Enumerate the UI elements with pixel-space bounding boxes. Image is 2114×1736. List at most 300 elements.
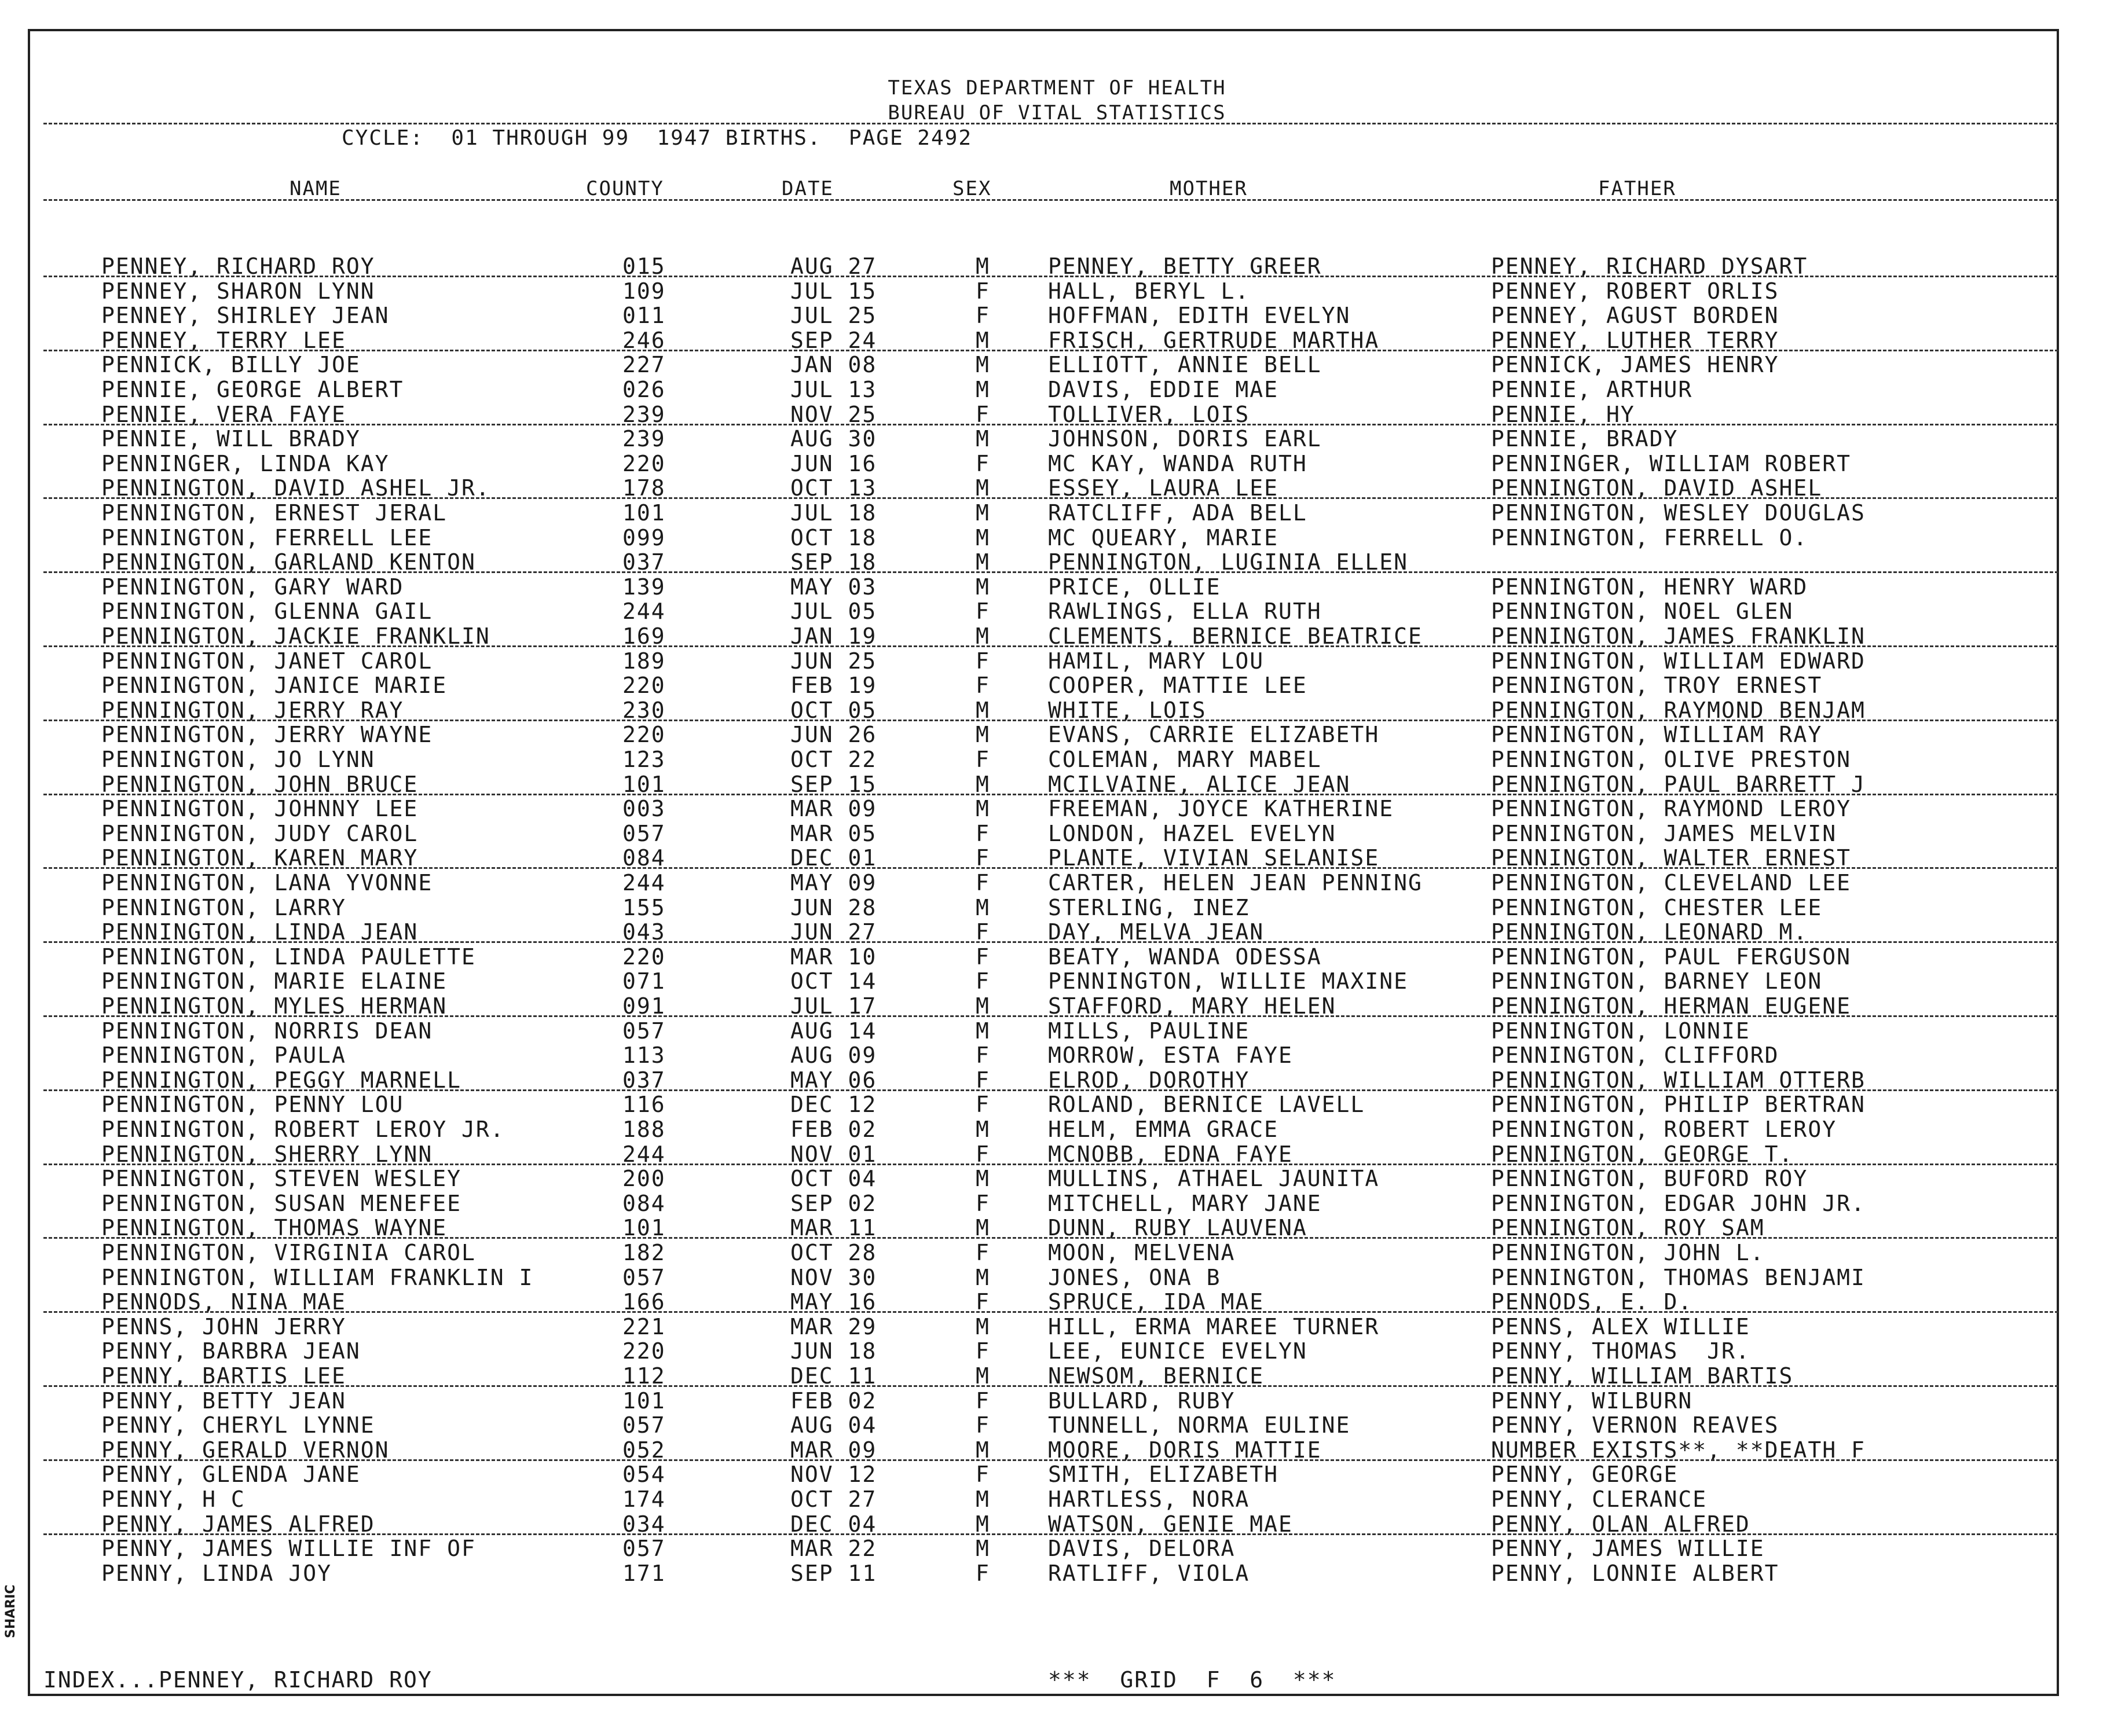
cell-sex: F [976,747,990,772]
cell-name: PENNINGTON, DAVID ASHEL JR. [101,475,490,501]
cell-name: PENNINGTON, JO LYNN [101,747,375,772]
cell-sex: F [976,648,990,674]
cell-mother: MOORE, DORIS MATTIE [1048,1437,1322,1463]
table-row [0,1018,2114,1043]
cell-county: 109 [622,278,666,304]
table-row [0,352,2114,376]
cell-county: 101 [622,1388,666,1414]
table-row [0,1043,2114,1067]
cell-date: DEC 12 [790,1092,877,1117]
cell-county: 244 [622,599,666,624]
cell-sex: F [976,968,990,994]
cell-date: JUN 18 [790,1338,877,1364]
table-row [0,1363,2114,1388]
cell-mother: SMITH, ELIZABETH [1048,1462,1279,1487]
cell-father: PENNINGTON, LEONARD M. [1491,919,1808,945]
cell-name: PENNINGTON, ERNEST JERAL [101,500,448,526]
cell-mother: BULLARD, RUBY [1048,1388,1236,1414]
cell-name: PENNY, H C [101,1487,246,1512]
bureau-title: BUREAU OF VITAL STATISTICS [888,101,1226,124]
cell-name: PENNINGTON, JANICE MARIE [101,673,448,698]
cell-sex: M [976,1018,990,1044]
cell-mother: STERLING, INEZ [1048,895,1250,920]
cell-father: PENNINGTON, NOEL GLEN [1491,599,1794,624]
cell-county: 011 [622,303,666,328]
cell-mother: DAVIS, DELORA [1048,1536,1236,1561]
row-group-rule [43,1385,2058,1387]
cell-date: SEP 24 [790,328,877,353]
table-row [0,475,2114,500]
row-group-rule [43,1311,2058,1313]
cell-father: PENNINGTON, PHILIP BERTRAN [1491,1092,1866,1117]
cell-county: 057 [622,1412,666,1438]
cell-county: 084 [622,1191,666,1216]
cell-date: JAN 08 [790,352,877,377]
row-group-rule [43,1237,2058,1239]
cell-county: 200 [622,1166,666,1191]
table-row [0,870,2114,894]
table-row [0,1092,2114,1116]
cell-father: PENNODS, E. D. [1491,1289,1693,1315]
cell-county: 101 [622,1215,666,1240]
cell-father: PENNINGTON, FERRELL O. [1491,525,1808,550]
table-row [0,1437,2114,1462]
cell-date: SEP 18 [790,549,877,575]
cell-father: PENNEY, LUTHER TERRY [1491,328,1779,353]
cell-father: PENNINGTON, BUFORD ROY [1491,1166,1808,1191]
cell-date: AUG 14 [790,1018,877,1044]
cell-mother: CARTER, HELEN JEAN PENNING [1048,870,1423,895]
cell-father: PENNINGTON, LONNIE [1491,1018,1750,1044]
cell-date: DEC 01 [790,845,877,871]
table-row [0,525,2114,549]
cell-county: 099 [622,525,666,550]
table-row [0,845,2114,869]
cell-county: 244 [622,1142,666,1167]
cell-county: 220 [622,722,666,747]
cell-county: 054 [622,1462,666,1487]
column-header-rule [43,199,2058,201]
cell-date: JUN 28 [790,895,877,920]
cell-county: 071 [622,968,666,994]
cell-mother: EVANS, CARRIE ELIZABETH [1048,722,1380,747]
cell-father: PENNINGTON, WILLIAM EDWARD [1491,648,1866,674]
cell-date: AUG 09 [790,1043,877,1068]
cell-sex: M [976,623,990,649]
cell-mother: STAFFORD, MARY HELEN [1048,993,1336,1019]
table-row [0,673,2114,697]
cell-mother: MC KAY, WANDA RUTH [1048,451,1307,476]
cell-name: PENNINGTON, JERRY WAYNE [101,722,433,747]
cell-date: JUN 25 [790,648,877,674]
cell-county: 052 [622,1437,666,1463]
cell-father: PENNINGTON, RAYMOND BENJAM [1491,698,1866,723]
row-group-rule [43,276,2058,277]
cell-mother: MCILVAINE, ALICE JEAN [1048,772,1351,797]
cell-sex: F [976,303,990,328]
cell-name: PENNEY, SHARON LYNN [101,278,375,304]
cell-mother: TUNNELL, NORMA EULINE [1048,1412,1351,1438]
table-row [0,895,2114,919]
table-row [0,1265,2114,1289]
cell-date: NOV 30 [790,1265,877,1290]
cell-name: PENNY, BETTY JEAN [101,1388,346,1414]
table-row [0,1388,2114,1412]
row-group-rule [43,497,2058,499]
cell-mother: BEATY, WANDA ODESSA [1048,944,1322,970]
table-row [0,1536,2114,1560]
table-row [0,623,2114,648]
cell-mother: LONDON, HAZEL EVELYN [1048,821,1336,846]
cell-name: PENNINGTON, THOMAS WAYNE [101,1215,448,1240]
cell-father: PENNS, ALEX WILLIE [1491,1314,1750,1339]
cell-name: PENNINGTON, VIRGINIA CAROL [101,1240,476,1265]
cell-county: 155 [622,895,666,920]
cell-name: PENNEY, SHIRLEY JEAN [101,303,390,328]
table-row [0,328,2114,352]
cell-mother: ELROD, DOROTHY [1048,1067,1250,1093]
cell-father: PENNINGTON, WILLIAM RAY [1491,722,1823,747]
cell-date: JAN 19 [790,623,877,649]
cell-date: JUL 25 [790,303,877,328]
cell-sex: M [976,796,990,821]
column-header-name: NAME [290,177,342,200]
cell-date: FEB 02 [790,1388,877,1414]
cell-date: SEP 15 [790,772,877,797]
cell-mother: HARTLESS, NORA [1048,1487,1250,1512]
cell-mother: MILLS, PAULINE [1048,1018,1250,1044]
table-row [0,1215,2114,1239]
column-header-sex: SEX [952,177,992,200]
cell-date: AUG 27 [790,254,877,279]
cell-county: 037 [622,1067,666,1093]
cell-father: PENNINGTON, THOMAS BENJAMI [1491,1265,1866,1290]
cell-county: 188 [622,1117,666,1142]
cell-name: PENNINGER, LINDA KAY [101,451,390,476]
cell-county: 239 [622,402,666,427]
cell-sex: M [976,574,990,600]
cell-sex: M [976,698,990,723]
cell-county: 091 [622,993,666,1019]
cell-name: PENNINGTON, GARLAND KENTON [101,549,476,575]
cell-name: PENNEY, RICHARD ROY [101,254,375,279]
row-group-rule [43,941,2058,943]
cell-name: PENNINGTON, SHERRY LYNN [101,1142,433,1167]
cell-county: 116 [622,1092,666,1117]
side-label: SHARIC [3,1584,18,1638]
row-group-rule [43,1015,2058,1017]
cell-county: 057 [622,821,666,846]
cell-name: PENNINGTON, PAULA [101,1043,346,1068]
cell-county: 220 [622,1338,666,1364]
cell-name: PENNY, CHERYL LYNNE [101,1412,375,1438]
cell-mother: WHITE, LOIS [1048,698,1207,723]
cell-father: PENNY, THOMAS JR. [1491,1338,1750,1364]
table-row [0,574,2114,599]
cell-date: JUN 27 [790,919,877,945]
cell-county: 034 [622,1511,666,1537]
cell-sex: M [976,1437,990,1463]
cell-name: PENNICK, BILLY JOE [101,352,361,377]
cell-county: 221 [622,1314,666,1339]
cell-county: 026 [622,377,666,402]
cell-county: 015 [622,254,666,279]
cell-father: PENNEY, RICHARD DYSART [1491,254,1808,279]
cell-mother: PENNINGTON, WILLIE MAXINE [1048,968,1408,994]
table-row [0,772,2114,796]
cell-name: PENNINGTON, NORRIS DEAN [101,1018,433,1044]
cell-father: PENNY, JAMES WILLIE [1491,1536,1765,1561]
index-label: INDEX...PENNEY, RICHARD ROY [43,1667,433,1693]
cell-sex: M [976,772,990,797]
cell-mother: PENNEY, BETTY GREER [1048,254,1322,279]
cell-county: 101 [622,500,666,526]
cell-name: PENNIE, GEORGE ALBERT [101,377,404,402]
cell-date: JUL 17 [790,993,877,1019]
cell-sex: M [976,993,990,1019]
cell-mother: HELM, EMMA GRACE [1048,1117,1279,1142]
cell-name: PENNINGTON, JOHN BRUCE [101,772,419,797]
cell-sex: M [976,1511,990,1537]
cell-date: AUG 30 [790,426,877,452]
cell-date: NOV 01 [790,1142,877,1167]
row-group-rule [43,645,2058,647]
cell-name: PENNINGTON, SUSAN MENEFEE [101,1191,461,1216]
cell-county: 220 [622,673,666,698]
cell-mother: JONES, ONA B [1048,1265,1221,1290]
cell-name: PENNINGTON, LANA YVONNE [101,870,433,895]
table-row [0,968,2114,993]
cell-county: 057 [622,1018,666,1044]
cell-date: JUL 05 [790,599,877,624]
cell-name: PENNY, BARTIS LEE [101,1363,346,1389]
cell-mother: PRICE, OLLIE [1048,574,1221,600]
cell-mother: NEWSOM, BERNICE [1048,1363,1265,1389]
row-group-rule [43,794,2058,795]
cell-sex: M [976,549,990,575]
column-header-date: DATE [782,177,834,200]
cell-sex: M [976,1536,990,1561]
cell-father: PENNINGTON, JOHN L. [1491,1240,1765,1265]
cell-name: PENNINGTON, JOHNNY LEE [101,796,419,821]
cell-father: PENNINGTON, RAYMOND LEROY [1491,796,1851,821]
cell-father: NUMBER EXISTS**, **DEATH F [1491,1437,1866,1463]
cell-date: JUN 16 [790,451,877,476]
cell-sex: M [976,895,990,920]
cell-mother: FREEMAN, JOYCE KATHERINE [1048,796,1394,821]
cell-father: PENNY, CLERANCE [1491,1487,1708,1512]
cell-county: 043 [622,919,666,945]
cell-father: PENNINGTON, WESLEY DOUGLAS [1491,500,1866,526]
cell-sex: F [976,1412,990,1438]
cell-father: PENNINGTON, EDGAR JOHN JR. [1491,1191,1866,1216]
cell-mother: JOHNSON, DORIS EARL [1048,426,1322,452]
cell-father: PENNINGTON, GEORGE T. [1491,1142,1794,1167]
cell-father: PENNINGTON, WILLIAM OTTERB [1491,1067,1866,1093]
cell-mother: CLEMENTS, BERNICE BEATRICE [1048,623,1423,649]
cell-father: PENNEY, AGUST BORDEN [1491,303,1779,328]
cell-mother: TOLLIVER, LOIS [1048,402,1250,427]
cell-sex: F [976,1240,990,1265]
cell-name: PENNINGTON, WILLIAM FRANKLIN I [101,1265,534,1290]
cell-date: MAY 06 [790,1067,877,1093]
cell-date: SEP 11 [790,1561,877,1586]
cell-mother: DAVIS, EDDIE MAE [1048,377,1279,402]
cell-name: PENNEY, TERRY LEE [101,328,346,353]
cell-county: 230 [622,698,666,723]
table-row [0,1166,2114,1190]
table-row [0,722,2114,746]
cell-father: PENNY, OLAN ALFRED [1491,1511,1750,1537]
cell-sex: F [976,1289,990,1315]
cell-sex: F [976,919,990,945]
cell-county: 112 [622,1363,666,1389]
cell-date: JUL 13 [790,377,877,402]
table-row [0,1191,2114,1215]
cell-date: MAY 03 [790,574,877,600]
cell-county: 171 [622,1561,666,1586]
cell-sex: M [976,475,990,501]
department-title: TEXAS DEPARTMENT OF HEALTH [888,76,1226,100]
cell-sex: M [976,254,990,279]
row-group-rule [43,1089,2058,1091]
cell-name: PENNY, GLENDA JANE [101,1462,361,1487]
cell-father: PENNINGTON, HERMAN EUGENE [1491,993,1851,1019]
cell-mother: MORROW, ESTA FAYE [1048,1043,1293,1068]
cell-name: PENNINGTON, JACKIE FRANKLIN [101,623,490,649]
cell-name: PENNINGTON, FERRELL LEE [101,525,433,550]
cell-father: PENNINGTON, CLEVELAND LEE [1491,870,1851,895]
cell-date: NOV 25 [790,402,877,427]
cell-county: 057 [622,1265,666,1290]
cell-date: MAY 16 [790,1289,877,1315]
cell-county: 174 [622,1487,666,1512]
cell-father: PENNINGTON, BARNEY LEON [1491,968,1823,994]
cell-sex: M [976,1265,990,1290]
table-row [0,821,2114,845]
cell-sex: M [976,352,990,377]
cell-date: NOV 12 [790,1462,877,1487]
cell-father: PENNY, VERNON REAVES [1491,1412,1779,1438]
cell-date: OCT 27 [790,1487,877,1512]
column-header-father: FATHER [1598,177,1676,200]
table-row [0,426,2114,450]
cell-sex: F [976,278,990,304]
cell-county: 244 [622,870,666,895]
table-row [0,1561,2114,1585]
cell-father: PENNINGER, WILLIAM ROBERT [1491,451,1851,476]
cell-mother: ELLIOTT, ANNIE BELL [1048,352,1322,377]
cell-name: PENNY, JAMES ALFRED [101,1511,375,1537]
cell-county: 084 [622,845,666,871]
cell-father: PENNEY, ROBERT ORLIS [1491,278,1779,304]
cell-county: 113 [622,1043,666,1068]
cell-sex: F [976,599,990,624]
cell-mother: HAMIL, MARY LOU [1048,648,1265,674]
cell-father: PENNINGTON, CHESTER LEE [1491,895,1823,920]
cell-father: PENNY, WILBURN [1491,1388,1693,1414]
cell-sex: F [976,870,990,895]
cell-name: PENNINGTON, ROBERT LEROY JR. [101,1117,505,1142]
cell-mother: RATCLIFF, ADA BELL [1048,500,1307,526]
cell-name: PENNINGTON, KAREN MARY [101,845,419,871]
table-row [0,944,2114,968]
cell-date: JUL 18 [790,500,877,526]
cell-name: PENNINGTON, LARRY [101,895,346,920]
cell-date: FEB 02 [790,1117,877,1142]
cell-name: PENNY, GERALD VERNON [101,1437,390,1463]
row-group-rule [43,1164,2058,1165]
cell-date: AUG 04 [790,1412,877,1438]
cell-name: PENNINGTON, JUDY CAROL [101,821,419,846]
cell-sex: M [976,377,990,402]
cell-date: JUL 15 [790,278,877,304]
table-row [0,1487,2114,1511]
table-row [0,796,2114,820]
cell-father: PENNINGTON, JAMES MELVIN [1491,821,1837,846]
cell-sex: F [976,1338,990,1364]
row-group-rule [43,424,2058,425]
cell-county: 246 [622,328,666,353]
cell-father: PENNINGTON, TROY ERNEST [1491,673,1823,698]
cell-mother: PLANTE, VIVIAN SELANISE [1048,845,1380,871]
cell-name: PENNS, JOHN JERRY [101,1314,346,1339]
cell-mother: ROLAND, BERNICE LAVELL [1048,1092,1365,1117]
cell-sex: M [976,525,990,550]
grid-label: *** GRID F 6 *** [1048,1667,1336,1693]
cell-sex: F [976,1142,990,1167]
cell-mother: DUNN, RUBY LAUVENA [1048,1215,1307,1240]
cell-name: PENNINGTON, MARIE ELAINE [101,968,448,994]
table-row [0,549,2114,574]
cell-father: PENNINGTON, ROY SAM [1491,1215,1765,1240]
cell-date: OCT 18 [790,525,877,550]
table-row [0,377,2114,401]
cell-sex: F [976,1388,990,1414]
table-row [0,1067,2114,1092]
cell-date: OCT 28 [790,1240,877,1265]
cell-county: 037 [622,549,666,575]
table-row [0,1462,2114,1486]
cell-date: OCT 05 [790,698,877,723]
cell-name: PENNY, JAMES WILLIE INF OF [101,1536,476,1561]
cell-name: PENNINGTON, PEGGY MARNELL [101,1067,461,1093]
cell-father: PENNINGTON, OLIVE PRESTON [1491,747,1851,772]
table-row [0,1240,2114,1264]
cell-county: 239 [622,426,666,452]
cell-date: MAR 05 [790,821,877,846]
cell-father: PENNINGTON, DAVID ASHEL [1491,475,1823,501]
cell-father: PENNINGTON, JAMES FRANKLIN [1491,623,1866,649]
cell-father: PENNICK, JAMES HENRY [1491,352,1779,377]
cell-mother: HOFFMAN, EDITH EVELYN [1048,303,1351,328]
column-header-county: COUNTY [586,177,664,200]
cell-mother: PENNINGTON, LUGINIA ELLEN [1048,549,1408,575]
cell-sex: F [976,402,990,427]
cell-father: PENNINGTON, PAUL BARRETT J [1491,772,1866,797]
cell-county: 182 [622,1240,666,1265]
cell-name: PENNINGTON, GARY WARD [101,574,404,600]
cell-sex: M [976,1215,990,1240]
cell-date: JUN 26 [790,722,877,747]
cell-mother: SPRUCE, IDA MAE [1048,1289,1265,1315]
cell-sex: F [976,451,990,476]
cell-county: 178 [622,475,666,501]
cell-sex: M [976,1363,990,1389]
cell-sex: F [976,1067,990,1093]
cell-sex: F [976,1043,990,1068]
cell-name: PENNINGTON, PENNY LOU [101,1092,404,1117]
